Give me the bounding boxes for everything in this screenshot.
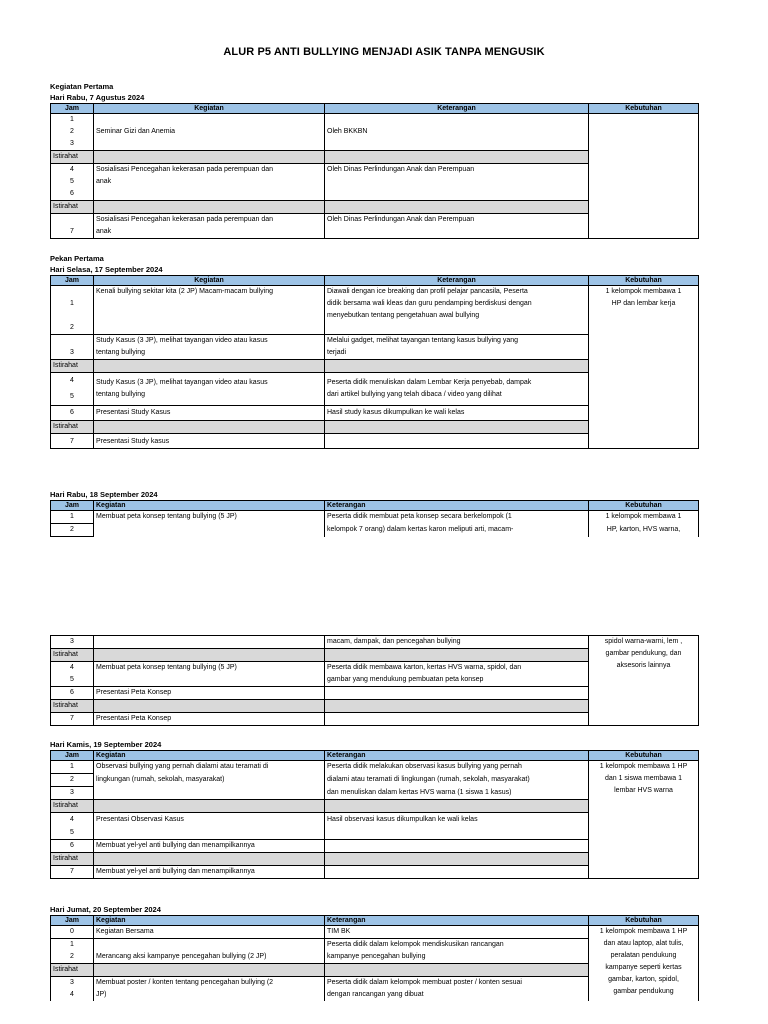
- table-row-istirahat: Istirahat: [51, 800, 699, 813]
- table-row-istirahat: Istirahat: [51, 360, 699, 373]
- section-rabu-18: [50, 489, 699, 537]
- table-row-istirahat: Istirahat: [51, 649, 699, 662]
- section-date: Hari Rabu, 7 Agustus 2024: [50, 93, 145, 102]
- table-row: 1: [51, 114, 699, 127]
- section-label: Pekan Pertama: [50, 254, 104, 263]
- table-row: 1 Kenali bullying sekitar kita (2 JP) Macam-macam bullying Diawali dengan ice breaking dan profil pelajar pancasila, Peserta didik bersama wali kleas dan guru pendamping berdiskusi dengan menyebutkan tentang pengetahuan awal bullying 1 kelompok membawa 1 HP dan lembar kerja: [51, 286, 699, 323]
- schedule-table: [50, 915, 699, 1001]
- section-pekan-pertama: [50, 253, 699, 449]
- table-row: 3: [51, 138, 699, 151]
- table-row: 4 JP) dengan rancangan yang dibuat: [51, 989, 699, 1001]
- section-label: Kegiatan Pertama: [50, 82, 114, 91]
- table-row: 6 Membuat yel-yel anti bullying dan menampilkannya: [51, 840, 699, 853]
- table-row: 2 kelompok 7 orang) dalam kertas karon meliputi arti, macam- HP, karton, HVS warna,: [51, 524, 699, 537]
- table-row-istirahat: Istirahat: [51, 964, 699, 977]
- table-row: 1 Peserta didik dalam kelompok mendiskusikan rancangan: [51, 939, 699, 952]
- section-date: Hari Rabu, 18 September 2024: [50, 490, 158, 499]
- header-kegiatan: Kegiatan: [94, 104, 325, 114]
- table-row: 2: [51, 322, 699, 335]
- table-header: Jam Kegiatan Keterangan Kebutuhan: [51, 276, 699, 286]
- table-row: 3 Membuat poster / konten tentang pencegahan bullying (2 Peserta didik dalam kelompok membuat poster / konten sesuai: [51, 977, 699, 990]
- table-row: 5: [51, 389, 699, 406]
- section-kegiatan-pertama: [50, 81, 699, 239]
- table-header: Jam Kegiatan Keterangan Kebutuhan: [51, 501, 699, 511]
- section-rabu-18-continued: [50, 635, 699, 726]
- table-row: 4 Sosialisasi Pencegahan kekerasan pada perempuan dan Oleh Dinas Perlindungan Anak dan Perempuan: [51, 164, 699, 177]
- table-row-istirahat: Istirahat: [51, 201, 699, 214]
- section-date: Hari Selasa, 17 September 2024: [50, 265, 163, 274]
- table-row: 2 Merancang aksi kampanye pencegahan bullying (2 JP) kampanye pencegahan bullying: [51, 951, 699, 964]
- table-row: 7 Presentasi Peta Konsep: [51, 713, 699, 726]
- schedule-table: [50, 275, 699, 449]
- table-row: 3 dan menuliskan dalam kertas HVS warna (1 siswa 1 kasus): [51, 787, 699, 800]
- section-date: Hari Kamis, 19 September 2024: [50, 740, 162, 749]
- schedule-table: [50, 635, 699, 726]
- section-jumat-20: [50, 904, 699, 1001]
- table-row-istirahat: Istirahat: [51, 853, 699, 866]
- schedule-table: [50, 500, 699, 537]
- table-row: 1 Membuat peta konsep tentang bullying (5 JP) Peserta didik membuat peta konsep secara berkelompok (1 1 kelompok membawa 1: [51, 511, 699, 524]
- section-kamis-19: [50, 739, 699, 879]
- table-row: 6: [51, 188, 699, 201]
- table-header: Jam Kegiatan Keterangan Kebutuhan: [51, 916, 699, 926]
- table-row: 4 Presentasi Observasi Kasus Hasil observasi kasus dikumpulkan ke wali kelas: [51, 813, 699, 828]
- table-row: 2 lingkungan (rumah, sekolah, masyarakat) dialami atau teramati di lingkungan (rumah, sekolah, masyarakat): [51, 774, 699, 787]
- schedule-table: [50, 103, 699, 239]
- schedule-table: [50, 750, 699, 879]
- table-row: 7 Membuat yel-yel anti bullying dan menampilkannya: [51, 866, 699, 879]
- table-row-istirahat: Istirahat: [51, 151, 699, 164]
- table-header: Jam Kegiatan Keterangan Kebutuhan: [51, 751, 699, 761]
- table-row: 6 Presentasi Peta Konsep: [51, 687, 699, 700]
- table-row: 3 Study Kasus (3 JP), melihat tayangan video atau kasus tentang bullying Melalui gadget, melihat tayangan tentang kasus bullying yang terjadi: [51, 335, 699, 360]
- table-row: 0 Kegiatan Bersama TIM BK 1 kelompok membawa 1 HP dan atau laptop, alat tulis, peralatan pendukung kampanye seperti kertas gambar, karton, spidol, gambar pendukung: [51, 926, 699, 939]
- table-row-istirahat: Istirahat: [51, 421, 699, 434]
- header-keterangan: Keterangan: [325, 104, 589, 114]
- header-kebutuhan: Kebutuhan: [589, 104, 699, 114]
- table-header: [51, 104, 699, 114]
- table-row: 4 Study Kasus (3 JP), melihat tayangan video atau kasus tentang bullying Peserta didik menuliskan dalam Lembar Kerja penyebab, dampak dari artikel bullying yang telah dibaca / video yang dilihat: [51, 373, 699, 390]
- header-jam: Jam: [51, 104, 94, 114]
- section-date: Hari Jumat, 20 September 2024: [50, 905, 161, 914]
- table-row: 5: [51, 827, 699, 840]
- table-row: 7 Sosialisasi Pencegahan kekerasan pada perempuan dan anak Oleh Dinas Perlindungan Anak dan Perempuan: [51, 214, 699, 239]
- table-row-istirahat: Istirahat: [51, 700, 699, 713]
- table-row: 5 anak: [51, 176, 699, 188]
- table-row: 1 Observasi bullying yang pernah dialami atau teramati di Peserta didik melakukan observasi kasus bullying yang pernah 1 kelompok membawa 1 HP dan 1 siswa membawa 1 lembar HVS warna: [51, 761, 699, 774]
- table-row: 5 gambar yang mendukung pembuatan peta konsep: [51, 674, 699, 687]
- table-row: 2 Seminar Gizi dan Anemia Oleh BKKBN: [51, 126, 699, 138]
- table-row: 7 Presentasi Study kasus: [51, 434, 699, 449]
- table-row: 3 macam, dampak, dan pencegahan bullying spidol warna-warni, lem , gambar pendukung, dan aksesoris lainnya: [51, 636, 699, 649]
- table-row: 4 Membuat peta konsep tentang bullying (5 JP) Peserta didik membawa karton, kertas HVS warna, spidol, dan: [51, 662, 699, 675]
- page-title: ALUR P5 ANTI BULLYING MENJADI ASIK TANPA MENGUSIK: [223, 46, 545, 58]
- table-row: 6 Presentasi Study Kasus Hasil study kasus dikumpulkan ke wali kelas: [51, 406, 699, 421]
